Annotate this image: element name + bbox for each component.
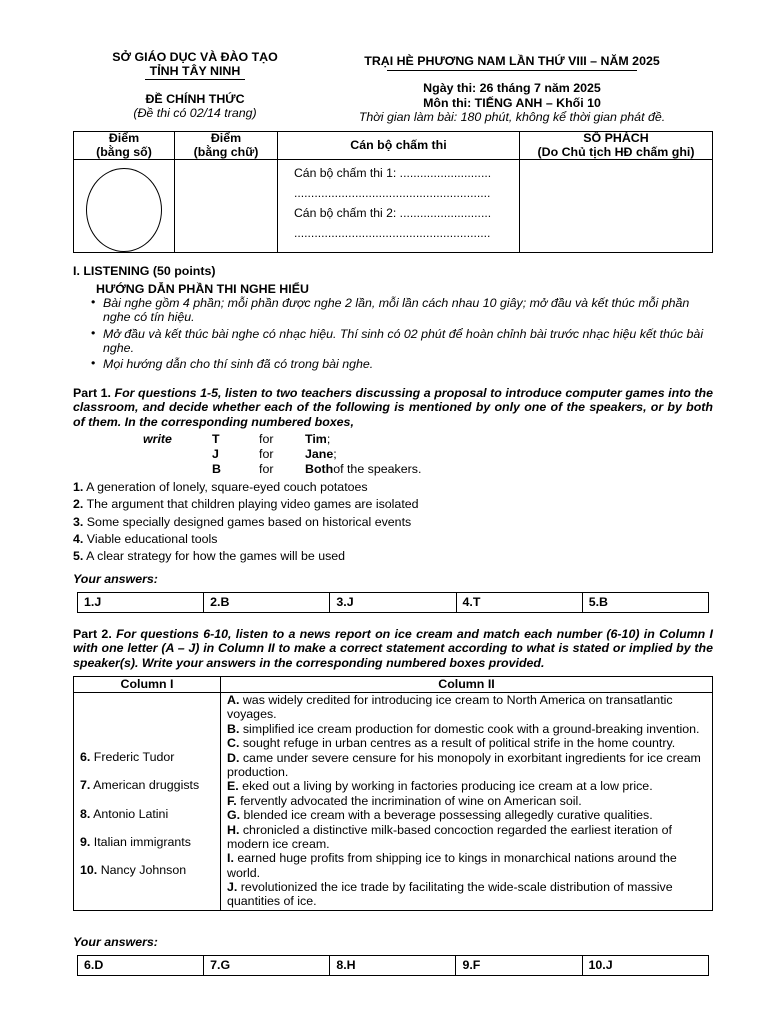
list-item: B. simplified ice cream production for domestic cook with a ground-breaking invention. [227, 721, 700, 736]
column2-list [221, 693, 713, 911]
score-number-header: Điểm (bằng số) [74, 132, 175, 160]
exam-subject: Môn thi: TIẾNG ANH – Khối 10 [423, 95, 601, 110]
serial-header: SỐ PHÁCH (Do Chủ tịch HĐ chấm ghi) [520, 132, 713, 160]
answer-box[interactable]: 8.H [330, 956, 456, 976]
exam-date: Ngày thi: 26 tháng 7 năm 2025 [423, 81, 601, 96]
part2-answer-table [77, 955, 709, 976]
part1-questions [73, 480, 419, 566]
list-item: • Mọi hướng dẫn cho thí sinh đã có trong bài nghe. [91, 356, 374, 372]
answer-box[interactable]: 2.B [204, 593, 330, 613]
answer-box[interactable]: 3.J [330, 593, 456, 613]
part2-instruction: Part 2. For questions 6-10, listen to a news report on ice cream and match each number (6-10) in Column I with one letter (A – J) in Column II to make a correct statement according to what is stated or implied by the speaker(s). Write your answers in the corresponding numbered boxes provided. [73, 627, 713, 670]
answer-box[interactable]: 4.T [456, 593, 582, 613]
part1-answer-table [77, 592, 709, 613]
examiner-cell [278, 160, 520, 253]
answer-box[interactable]: 6.D [78, 956, 204, 976]
question-item: 1. A generation of lonely, square-eyed couch potatoes [73, 480, 368, 494]
bullet-icon: • [91, 356, 96, 371]
list-item: 9. Italian immigrants [80, 834, 191, 849]
list-item: E. eked out a living by working in factories producing ice cream at a low price. [227, 779, 653, 794]
listening-title: I. LISTENING (50 points) [73, 264, 216, 278]
province-name: TỈNH TÂY NINH [149, 64, 241, 79]
part1-answers-label: Your answers: [73, 572, 158, 586]
list-item: C. sought refuge in urban centres as a result of political strife in the home country. [227, 736, 676, 751]
page-note: (Đề thi có 02/14 trang) [133, 105, 257, 120]
event-title: TRẠI HÈ PHƯƠNG NAM LẦN THỨ VIII – NĂM 2025 [364, 54, 660, 68]
list-item: • Mở đầu và kết thúc bài nghe có nhạc hiệu. Thí sinh có 02 phút để hoàn chỉnh bài trước nhạc hiệu kết thúc bài nghe. [91, 325, 704, 355]
answer-box[interactable]: 10.J [582, 956, 708, 976]
score-words-cell[interactable] [175, 160, 278, 253]
list-item: F. fervently advocated the incrimination of wine on American soil. [227, 793, 582, 808]
bullet-icon: • [91, 325, 96, 340]
list-item: 6. Frederic Tudor [80, 750, 175, 764]
list-item: D. came under severe censure for his monopoly in exorbitant ingredients for ice cream production. [227, 750, 701, 779]
list-item: 8. Antonio Latini [80, 806, 169, 821]
part2-answers-label: Your answers: [73, 935, 158, 949]
guide-title: HƯỚNG DẪN PHẦN THI NGHE HIỂU [96, 282, 309, 296]
list-item: J. revolutionized the ice trade by facilitating the wide-scale distribution of massive quantities of ice. [227, 880, 673, 909]
divider [145, 79, 245, 80]
matching-table [73, 676, 713, 911]
list-item: I. earned huge profits from shipping ice to kings in monarchical nations around the world. [227, 851, 677, 880]
list-item: G. blended ice cream with a beverage possessing allegedly curative qualities. [227, 808, 653, 823]
column1-list [74, 693, 221, 911]
examiner-header: Cán bộ chấm thi [278, 132, 520, 160]
header-right [340, 54, 684, 124]
divider [387, 70, 637, 71]
part1-label: Part 1. [73, 386, 111, 400]
column1-header: Column I [74, 677, 221, 693]
list-item: • Bài nghe gồm 4 phần; mỗi phần được nghe 2 lần, mỗi lần cách nhau 10 giây; mở đầu và kết thúc mỗi phần nghe có tín hiệu. [91, 295, 690, 325]
dotted-line[interactable]: .......................................................... [294, 186, 491, 201]
column2-header: Column II [221, 677, 713, 693]
list-item: 10. Nancy Johnson [80, 863, 187, 878]
question-item: 3. Some specially designed games based on historical events [73, 514, 412, 529]
answer-box[interactable]: 5.B [582, 593, 708, 613]
header-left [80, 50, 310, 120]
question-item: 4. Viable educational tools [73, 531, 218, 546]
list-item: 7. American druggists [80, 778, 200, 793]
question-item: 5. A clear strategy for how the games will be used [73, 549, 346, 564]
examiner-1-line[interactable]: Cán bộ chấm thi 1: ........................... [294, 166, 492, 181]
score-words-header: Điểm (bằng chữ) [175, 132, 278, 160]
department-name: SỞ GIÁO DỤC VÀ ĐÀO TẠO [112, 50, 278, 64]
question-item: 2. The argument that children playing video games are isolated [73, 497, 419, 512]
grade-table [73, 131, 713, 253]
bullet-icon: • [91, 295, 96, 309]
answer-box[interactable]: 7.G [204, 956, 330, 976]
list-item: H. chronicled a distinctive milk-based concoction regarded the earliest iteration of modern ice cream. [227, 822, 672, 851]
part2-label: Part 2. [73, 627, 112, 641]
part1-instruction: Part 1. For questions 1-5, listen to two teachers discussing a proposal to introduce computer games into the classroom, and decide whether each of the following is mentioned by only one of the speakers, or by both of them. In the corresponding numbered boxes, [73, 386, 713, 429]
answer-box[interactable]: 1.J [78, 593, 204, 613]
serial-cell[interactable] [520, 160, 713, 253]
guide-list [73, 296, 713, 373]
examiner-2-line[interactable]: Cán bộ chấm thi 2: ........................... [294, 206, 492, 221]
score-number-cell[interactable] [74, 160, 175, 253]
score-circle [86, 168, 162, 252]
list-item: A. was widely credited for introducing ice cream to North America on transatlantic voyages. [227, 693, 673, 722]
exam-duration: Thời gian làm bài: 180 phút, không kể thời gian phát đề. [358, 109, 666, 124]
answer-box[interactable]: 9.F [456, 956, 582, 976]
doc-type: ĐỀ CHÍNH THỨC [145, 91, 245, 106]
dotted-line[interactable]: .......................................................... [294, 226, 491, 241]
